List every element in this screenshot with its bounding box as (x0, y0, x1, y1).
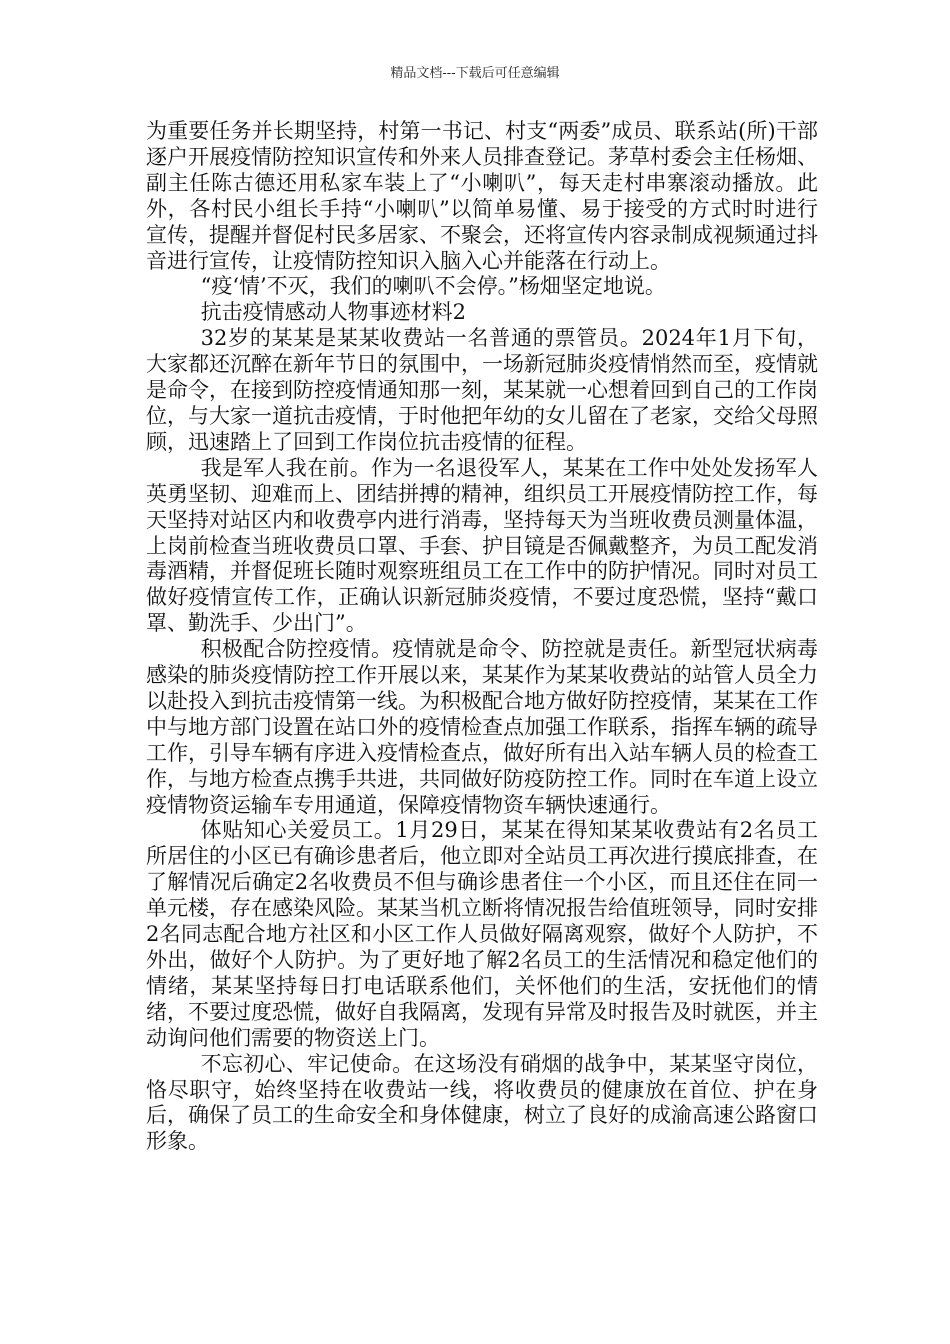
paragraph-intro: 32岁的某某是某某收费站一名普通的票管员。2024年1月下旬，大家都还沉醉在新年节日的氛围中，一场新冠肺炎疫情悄然而至，疫情就是命令，在接到防控疫情通知那一刻，某某就一心想着回到自己的工作岗位，与大家一道抗击疫情，于时他把年幼的女儿留在了老家，交给父母照顾，迅速踏上了回到工作岗位抗击疫情的征程。 (146, 326, 818, 454)
paragraph-continued: 为重要任务并长期坚持，村第一书记、村支“两委”成员、联系站(所)干部逐户开展疫情防控知识宣传和外来人员排查登记。茅草村委会主任杨畑、副主任陈古德还用私家车装上了“小喇叭”，每天走村串寨滚动播放。此外，各村民小组长手持“小喇叭”以简单易懂、易于接受的方式时时进行宣传，提醒并督促村民多居家、不聚会，还将宣传内容录制成视频通过抖音进行宣传，让疫情防控知识入脑入心并能落在行动上。 (146, 119, 818, 273)
page-header: 精品文档---下载后可任意编辑 (390, 66, 560, 81)
paragraph-soldier: 我是军人我在前。作为一名退役军人，某某在工作中处处发扬军人英勇坚韧、迎难而上、团结拼搏的精神，组织员工开展疫情防控工作，每天坚持对站区内和收费亭内进行消毒，坚持每天为当班收费员测量体温，上岗前检查当班收费员口罩、手套、护目镜是否佩戴整齐，为员工配发消毒酒精，并督促班长随时观察班组员工在工作中的防护情况。同时对员工做好疫情宣传工作，正确认识新冠肺炎疫情，不要过度恐慌，坚持“戴口罩、勤洗手、少出门”。 (146, 455, 818, 636)
section-heading: 抗击疫情感动人物事迹材料2 (200, 300, 466, 325)
paragraph-care: 体贴知心关爱员工。1月29日，某某在得知某某收费站有2名员工所居住的小区已有确诊患者后，他立即对全站员工再次进行摸底排查，在了解情况后确定2名收费员不但与确诊患者住一个小区，而且还住在同一单元楼，存在感染风险。某某当机立断将情况报告给值班领导，同时安排2名同志配合地方社区和小区工作人员做好隔离观察，做好个人防护，不外出，做好个人防护。为了更好地了解2名员工的生活情况和稳定他们的情绪，某某坚持每日打电话联系他们，关怀他们的生活，安抚他们的情绪，不要过度恐慌，做好自我隔离，发现有异常及时报告及时就医，并主动询问他们需要的物资送上门。 (146, 818, 818, 1050)
paragraph-cooperate: 积极配合防控疫情。疫情就是命令、防控就是责任。新型冠状病毒感染的肺炎疫情防控工作开展以来，某某作为某某收费站的站管人员全力以赴投入到抗击疫情第一线。为积极配合地方做好防控疫情，某某在工作中与地方部门设置在站口外的疫情检查点加强工作联系，指挥车辆的疏导工作，引导车辆有序进入疫情检查点，做好所有出入站车辆人员的检查工作，与地方检查点携手共进，共同做好防疫防控工作。同时在车道上设立疫情物资运输车专用通道，保障疫情物资车辆快速通行。 (146, 637, 818, 817)
paragraph-quote: “疫‘情’不灭，我们的喇叭不会停。”杨畑坚定地说。 (200, 274, 666, 299)
document-body (146, 119, 818, 1155)
paragraph-mission: 不忘初心、牢记使命。在这场没有硝烟的战争中，某某坚守岗位，恪尽职守，始终坚持在收费站一线，将收费员的健康放在首位、护在身后，确保了员工的生命安全和身体健康，树立了良好的成渝高速公路窗口形象。 (146, 1051, 818, 1154)
